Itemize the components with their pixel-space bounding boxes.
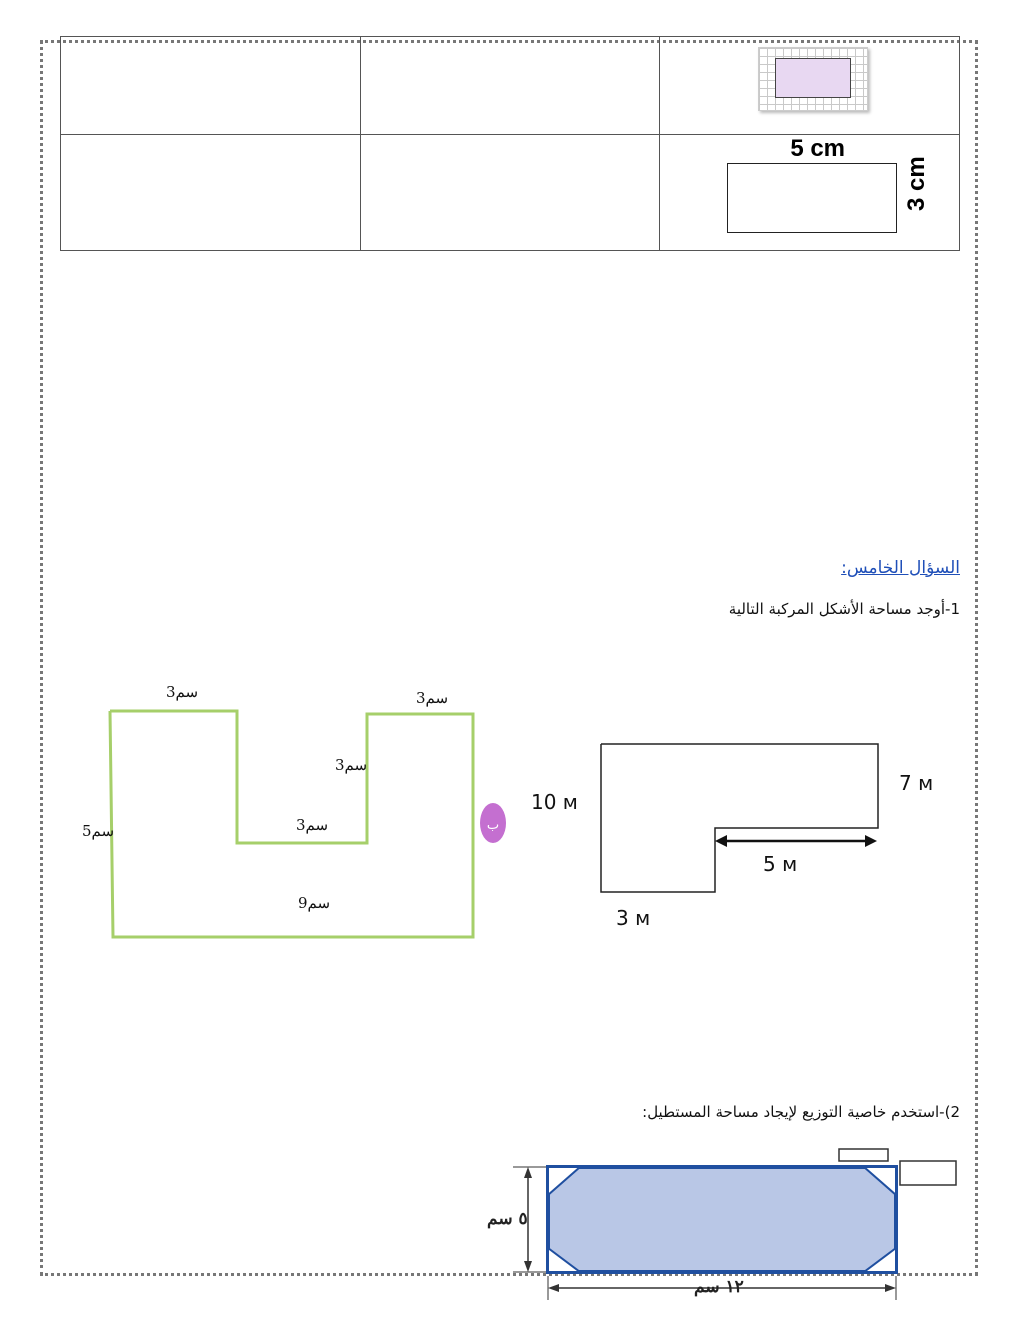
- answer-box[interactable]: [900, 1161, 956, 1185]
- u-left-label: 5سم: [82, 822, 115, 840]
- l-shape: [601, 744, 878, 892]
- blue-rectangle: [548, 1167, 896, 1272]
- u-bottom-label: 9سم: [298, 894, 331, 912]
- u-top-right-label: 3سم: [416, 689, 449, 707]
- l-shape-outline: [601, 744, 878, 892]
- height-label: 3 cm: [903, 156, 931, 211]
- answer-box-small[interactable]: [839, 1149, 888, 1161]
- question5-title: السؤال الخامس:: [841, 558, 960, 578]
- l-right-label: 7 м: [899, 771, 934, 795]
- u-inner-right-label: 3سم: [335, 756, 368, 774]
- l-left-label: 10 м: [531, 790, 578, 814]
- l-bottom-label: 3 м: [616, 906, 651, 930]
- u-inner-bottom-label: 3سم: [296, 816, 329, 834]
- rect-width-label: ١٢ سم: [694, 1277, 744, 1297]
- l-inner-arrow: [715, 835, 877, 847]
- u-shape-outline: [110, 711, 473, 937]
- u-shape: [110, 711, 473, 937]
- l-inner-label: 5 м: [763, 852, 798, 876]
- question5-item1: 1-أوجد مساحة الأشكل المركبة التالية: [728, 600, 960, 618]
- rect-height-label: ٥ سم: [487, 1209, 528, 1229]
- u-shape-badge-label: ب: [486, 818, 500, 833]
- width-label: 5 cm: [790, 135, 846, 162]
- u-top-left-label: 3سم: [166, 683, 199, 701]
- question5-item2: 2)-استخدم خاصية التوزيع لإيجاد مساحة المستطيل:: [642, 1103, 960, 1121]
